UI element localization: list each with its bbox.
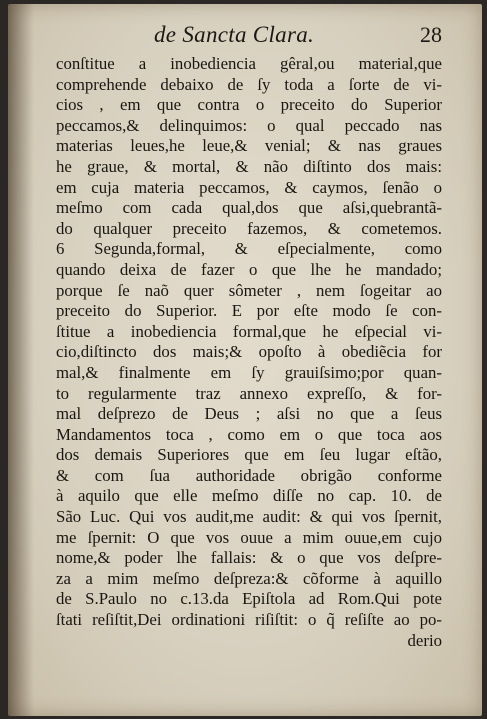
text-line: de S.Paulo no c.13.da Epiſtola ad Rom.Qui pote (56, 589, 442, 609)
text-line: ſtitue a inobediencia formal,que he eſpecial vi- (56, 321, 442, 341)
book-page (8, 4, 482, 716)
text-line: to regularmente traz annexo expreſſo, & for- (56, 383, 442, 403)
text-line: mal,& finalmente em ſy grauiſsimo;por quan- (56, 362, 442, 382)
text-line: Mandamentos toca , como em o que toca aos (56, 424, 442, 444)
text-line: comprehende debaixo de ſy toda a ſorte de vi- (56, 74, 442, 94)
text-line: & com ſua authoridade obrigão conforme (56, 465, 442, 485)
text-line: he graue, & mortal, & não diſtinto dos mais: (56, 156, 442, 176)
text-line: za a mim meſmo deſpreza:& cõforme à aquillo (56, 568, 442, 588)
text-line: 6 Segunda,formal, & eſpecialmente, como (56, 239, 442, 259)
page-header (8, 22, 482, 52)
text-line: São Luc. Qui vos audit,me audit: & qui vos ſpernit, (56, 507, 442, 527)
page-number: 28 (420, 22, 442, 47)
body-text (56, 54, 442, 651)
text-line: à aquilo que elle meſmo diſſe no cap. 10. de (56, 486, 442, 506)
text-line: preceito do Superior. E por eſte modo ſe con- (56, 301, 442, 321)
text-line: porque ſe naõ quer sômeter , nem ſogeitar ao (56, 280, 442, 300)
text-line: me ſpernit: O que vos ouue a mim ouue,em cujo (56, 527, 442, 547)
text-line: do qualquer preceito fazemos, & cometemos. (56, 218, 442, 238)
text-line: dos demais Superiores que em ſeu lugar eſtão, (56, 445, 442, 465)
text-line: nome,& poder lhe fallais: & o que vos deſpre- (56, 548, 442, 568)
binding-shadow (8, 4, 34, 716)
catchword: derio (407, 630, 442, 650)
text-line: peccamos,& delinquimos: o qual peccado nas (56, 115, 442, 135)
text-line: ſtati reſiſtit,Dei ordinationi riſiſtit: o q̃ reſiſte ao po- (56, 610, 442, 630)
text-line: em cuja materia peccamos, & caymos, ſenão o (56, 177, 442, 197)
text-line: materias leues,he leue,& venial; & nas graues (56, 136, 442, 156)
text-line: cios , em que contra o preceito do Superior (56, 95, 442, 115)
text-line: meſmo com cada qual,dos que aſsi,quebrantã- (56, 198, 442, 218)
text-line: quando deixa de fazer o que lhe he mandado; (56, 259, 442, 279)
text-line: mal deſprezo de Deus ; aſsi no que a ſeus (56, 404, 442, 424)
text-line: conſtitue a inobediencia gêral,ou material,que (56, 54, 442, 73)
running-head: de Sancta Clara. (154, 22, 315, 47)
text-line: cio,diſtincto dos mais;& opoſto à obediẽcia for (56, 342, 442, 362)
